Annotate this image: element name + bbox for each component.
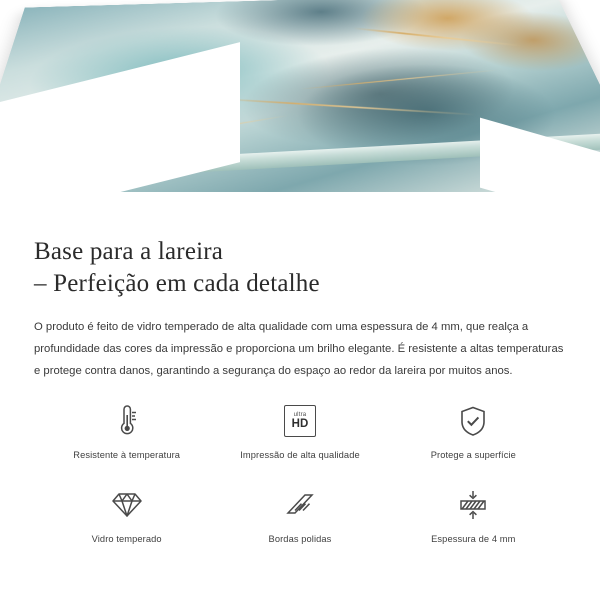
diamond-icon: [110, 484, 144, 526]
feature-label: Espessura de 4 mm: [431, 534, 516, 545]
polished-edges-icon: [283, 484, 317, 526]
feature-label: Protege a superfície: [430, 450, 516, 461]
hero-image: [0, 0, 600, 222]
hero-image-inner: [0, 0, 600, 222]
feature-grid: [34, 400, 566, 568]
feature-label: Vidro temperado: [91, 534, 162, 545]
ultra-hd-badge-top: ultra: [293, 411, 307, 418]
description-paragraph: O produto é feito de vidro temperado de alta qualidade com uma espessura de 4 mm, que realça a profundidade das cores da impressão e proporciona um brilho elegante. É resistente a altas temperaturas e protege contra danos, garantindo a segurança do espaço ao redor da lareira por muitos anos.: [34, 321, 564, 378]
feature-item-surface-protection: [387, 400, 560, 484]
ultra-hd-icon: [284, 400, 316, 442]
feature-item-tempered-glass: [40, 484, 213, 568]
thickness-arrows-icon: [455, 484, 491, 526]
headline-line-1: Base para a lareira: [34, 238, 224, 265]
page-title: [34, 236, 566, 300]
thermometer-icon: [111, 400, 143, 442]
hero-mask: [0, 192, 600, 222]
feature-item-thickness: [387, 484, 560, 568]
feature-label: Resistente à temperatura: [73, 450, 181, 461]
headline-line-2: – Perfeição em cada detalhe: [34, 270, 320, 297]
feature-label: Impressão de alta qualidade: [240, 450, 360, 461]
shield-check-icon: [457, 400, 489, 442]
feature-label: Bordas polidas: [268, 534, 332, 545]
ultra-hd-badge-bottom: HD: [291, 417, 309, 430]
feature-item-polished-edges: [213, 484, 386, 568]
content-area: [0, 236, 600, 568]
feature-item-temperature: [40, 400, 213, 484]
feature-item-print-quality: [213, 400, 386, 484]
